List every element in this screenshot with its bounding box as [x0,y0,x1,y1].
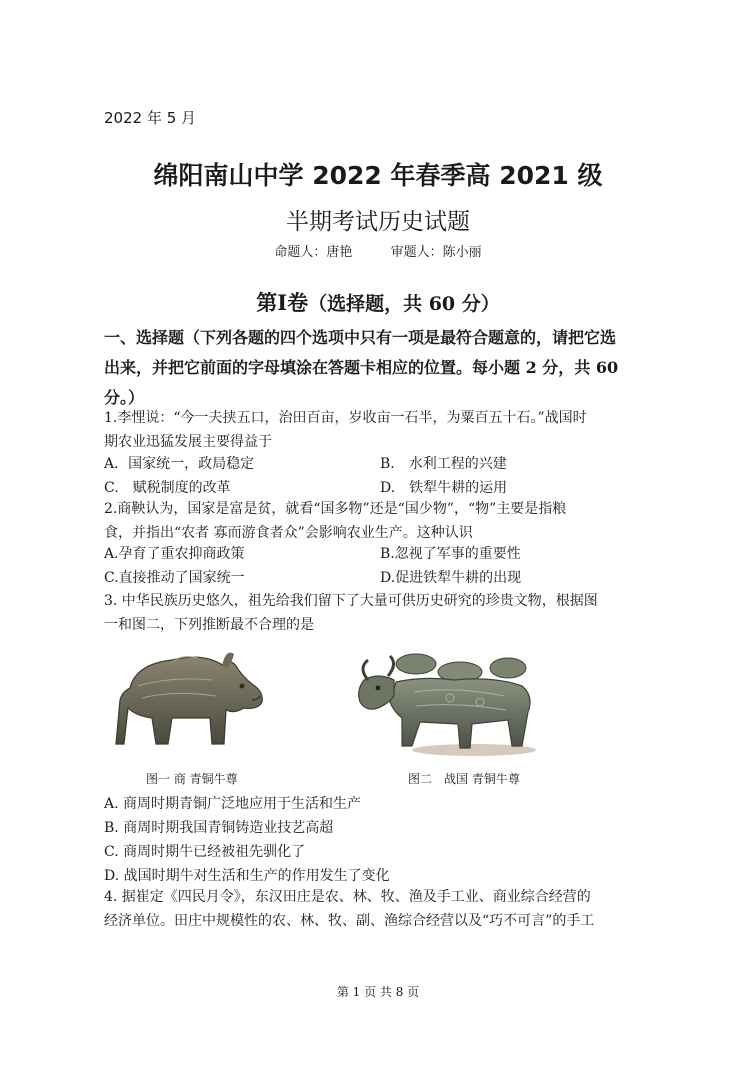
reviewer-name: 审题人：陈小丽 [390,245,482,260]
exam-subtitle: 半期考试历史试题 [286,209,470,235]
option-a: A. 商周时期青铜广泛地应用于生活和生产 [104,796,362,812]
option-d: D. 铁犁牛耕的运用 [380,480,508,496]
volume-main: 第Ⅰ卷 [256,290,309,315]
option-b: B.忽视了军事的重要性 [380,546,521,562]
figure-2-bronze-ox-zun-image [354,646,540,760]
question-line: 1.李悝说：“今一夫挟五口，治田百亩，岁收亩一石半，为粟百五十石。”战国时 [104,410,587,426]
option-b: B. 水利工程的兴建 [380,456,507,472]
figure-2-caption: 图二 战国 青铜牛尊 [408,772,520,786]
section-line: 出来，并把它前面的字母填涂在答题卡相应的位置。每小题 2 分，共 60 [104,358,619,377]
exam-title: 绵阳南山中学 2022 年春季高 2021 级 [153,161,603,190]
question-line: 经济单位。田庄中规模性的农、林、牧、副、渔综合经营以及“巧不可言”的手工 [104,913,595,929]
page-number: 第 1 页 共 8 页 [336,985,420,999]
question-1-options [104,452,664,500]
question-2-options [104,542,664,590]
figure-1-caption: 图一 商 青铜牛尊 [146,772,238,786]
question-line: 4. 据崔定《四民月令》，东汉田庄是农、林、牧、渔及手工业、商业综合经营的 [104,889,591,905]
section-line: 一、选择题（下列各题的四个选项中只有一项是最符合题意的，请把它选 [104,328,617,347]
option-d: D.促进铁犁牛耕的出现 [380,570,522,586]
setter-name: 命题人：唐艳 [274,245,353,260]
question-1-stem [104,406,664,454]
volume-sub: （选择题，共 60 分） [308,293,500,315]
option-c: C. 商周时期牛已经被祖先驯化了 [104,844,306,860]
option-a: A.孕育了重农抑商政策 [104,546,245,562]
question-line: 食，并指出“农者 寡而游食者众”会影响农业生产。这种认识 [104,525,473,541]
question-4-stem [104,885,664,933]
exam-authors [0,241,756,260]
section-instructions [104,323,664,413]
option-b: B. 商周时期我国青铜铸造业技艺高超 [104,820,334,836]
question-line: 2.商鞅认为，国家是富是贫，就看“国多物”还是“国少物”，“物”主要是指粮 [104,501,567,517]
section-line: 分。） [104,388,145,407]
question-line: 期农业迅猛发展主要得益于 [104,434,272,450]
question-line: 3. 中华民族历史悠久，祖先给我们留下了大量可供历史研究的珍贵文物，根据图 [104,593,598,609]
option-c: C.直接推动了国家统一 [104,570,245,586]
figure-1-bronze-ox-zun-image [112,640,268,752]
option-a: A．国家统一，政局稳定 [104,456,255,472]
question-3-stem [104,589,664,637]
option-c: C. 赋税制度的改革 [104,480,231,496]
question-3-options [104,792,664,888]
volume-heading [0,287,756,317]
exam-date: 2022 年 5 月 [104,109,197,127]
question-2-stem [104,497,664,545]
option-d: D. 战国时期牛对生活和生产的作用发生了变化 [104,868,390,884]
question-line: 一和图二，下列推断最不合理的是 [104,617,314,633]
